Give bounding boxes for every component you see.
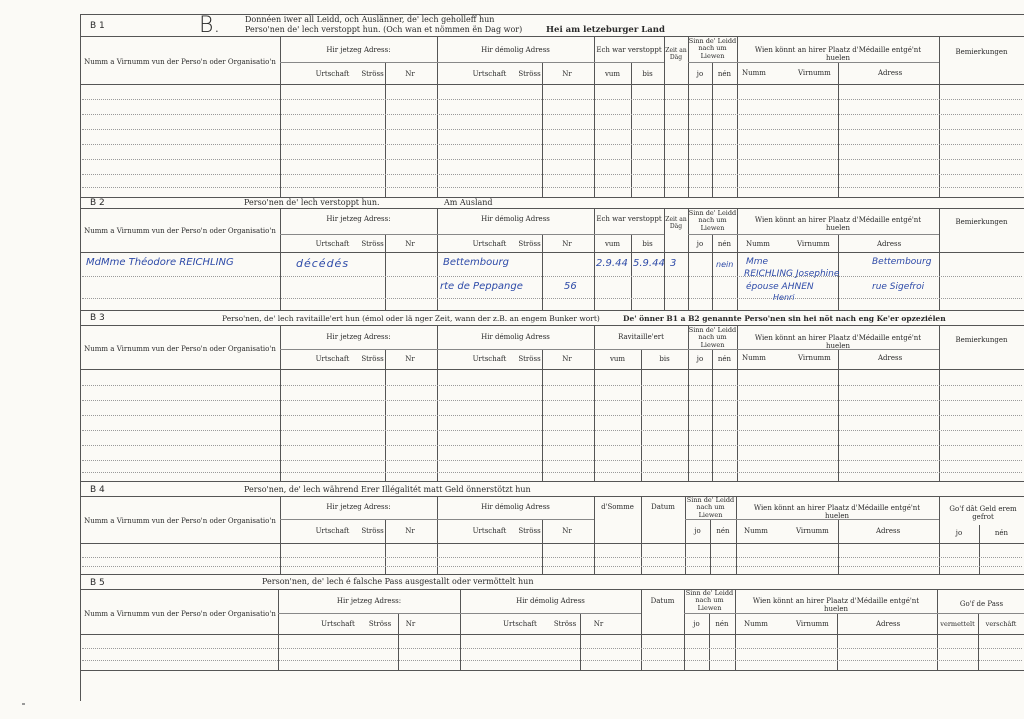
col-address-now: Hir jetzeg Adress:: [326, 46, 391, 54]
sub-addr: Adress: [878, 354, 903, 362]
section-subtitle: Perso'nen de' lech verstoppt hun. (Och wan et nömmen ën Dag wor): [245, 25, 523, 34]
col-alive: Sinn de' Leidd nach um Liewen: [685, 589, 734, 612]
sub-first: Virnumm: [797, 240, 830, 248]
sub-street: Ströss: [553, 620, 577, 628]
sub-nr: Nr: [562, 240, 572, 248]
sub-street: Ströss: [361, 240, 384, 248]
section-letter: B.: [199, 13, 221, 38]
entry-medal-spouse: épouse AHNEN: [746, 282, 814, 292]
sub-addr: Adress: [878, 69, 903, 77]
section-region: Am Ausland: [444, 198, 493, 207]
sub-name: Numm: [742, 69, 766, 77]
entry-name: MdMme Théodore REICHLING: [86, 257, 234, 268]
col-date: Datum: [650, 597, 675, 605]
col-supplied: Ravitaille'ert: [618, 333, 664, 341]
sub-yes: jo: [693, 620, 700, 628]
col-name: Numm a Virnumm vun der Perso'n oder Organisatio'n: [84, 610, 276, 618]
col-days: Zeit an Däg: [665, 216, 687, 230]
sub-name: Numm: [744, 620, 768, 628]
col-days: Zeit an Däg: [665, 47, 687, 61]
sub-town: Urtschaft: [472, 240, 507, 248]
sub-to: bis: [642, 70, 653, 78]
col-address-then: Hir démolig Adress: [481, 215, 550, 223]
sub-yes: jo: [696, 355, 704, 363]
sub-town: Urtschaft: [315, 70, 350, 78]
col-medal: Wien könnt an hirer Plaatz d'Médaille entgé'nt huelen: [754, 46, 922, 63]
col-address-then: Hir démolig Adress: [481, 46, 550, 54]
sub-town: Urtschaft: [503, 620, 537, 628]
section-id: B 4: [90, 485, 105, 495]
sub-addr: Adress: [876, 620, 901, 628]
sub-made: verschâft: [985, 620, 1017, 628]
sub-town: Urtschaft: [321, 620, 355, 628]
sub-nr: Nr: [593, 620, 604, 628]
entry-medal-firstname: Henri: [773, 293, 795, 302]
section-title: Person'nen, de' lech é falsche Pass ausgestallt oder vermöttelt hun: [262, 577, 534, 586]
sub-name: Numm: [744, 527, 768, 535]
entry-medal-name: REICHLING Josephine: [744, 269, 840, 279]
sub-to: bis: [642, 240, 653, 248]
sub-nr: Nr: [562, 527, 572, 535]
section-title: Perso'nen, de' lech ravitaille'ert hun (émol oder lä nger Zeit, wann der z.B. an engem Bunker wort): [222, 314, 600, 323]
section-id: B 5: [90, 578, 105, 588]
sub-town: Urtschaft: [315, 527, 350, 535]
col-name: Numm a Virnumm vun der Perso'n oder Organisatio'n: [84, 227, 276, 235]
sub-town: Urtschaft: [472, 355, 507, 363]
sub-nr: Nr: [562, 355, 572, 363]
sub-street: Ströss: [361, 70, 384, 78]
sub-yes: jo: [696, 70, 704, 78]
sub-no: nén: [994, 529, 1009, 537]
sub-nr: Nr: [405, 355, 415, 363]
section-title: Perso'nen, de' lech während Erer Illégalitét matt Geld önnerstötzt hun: [244, 485, 531, 494]
col-alive: Sinn de' Leidd nach um Liewen: [686, 496, 735, 519]
col-address-then: Hir démolig Adress: [481, 503, 550, 511]
sub-first: Virnumm: [796, 620, 829, 628]
scan-speck: [22, 703, 25, 705]
col-remarks: Bemierkungen: [955, 218, 1008, 226]
sub-street: Ströss: [518, 70, 541, 78]
sub-first: Virnumm: [796, 527, 829, 535]
sub-issued: vermettelt: [940, 620, 975, 628]
sub-street: Ströss: [518, 355, 541, 363]
col-address-then: Hir démolig Adress: [516, 597, 585, 605]
col-name: Numm a Virnumm vun der Perso'n oder Organisatio'n: [84, 517, 276, 525]
sub-nr: Nr: [405, 240, 415, 248]
section-note: De' önner B1 a B2 genannte Perso'nen sin hei nöt nach eng Ke'er opzeziélen: [623, 314, 946, 323]
col-address-then: Hir démolig Adress: [481, 333, 550, 341]
col-medal: Wien könnt an hirer Plaatz d'Médaille entgé'nt huelen: [754, 334, 922, 351]
sub-nr: Nr: [562, 70, 572, 78]
sub-no: nén: [717, 240, 732, 248]
entry-street: rte de Peppange: [440, 281, 523, 292]
col-name: Numm a Virnumm vun der Perso'n oder Organisatio'n: [84, 345, 276, 353]
sub-street: Ströss: [361, 355, 384, 363]
entry-to: 5.9.44: [633, 258, 665, 269]
sub-addr: Adress: [876, 527, 901, 535]
sub-town: Urtschaft: [315, 355, 350, 363]
sub-street: Ströss: [518, 240, 541, 248]
col-address-now: Hir jetzeg Adress:: [326, 503, 391, 511]
section-title: Perso'nen de' lech verstoppt hun.: [244, 198, 380, 207]
col-medal: Wien könnt an hirer Plaatz d'Médaille entgé'nt huelen: [752, 597, 920, 614]
sub-nr: Nr: [405, 70, 415, 78]
col-alive: Sinn de' Leidd nach um Liewen: [688, 37, 737, 60]
col-sum: d'Somme: [601, 503, 634, 511]
entry-address-now: décédés: [296, 257, 350, 270]
section-id: B 2: [90, 198, 105, 208]
section-title: Donnéen iwer all Leidd, och Auslänner, de' lech geholleff hun: [245, 15, 495, 24]
sub-yes: jo: [955, 529, 963, 537]
col-date: Datum: [651, 503, 675, 511]
col-alive: Sinn de' Leidd nach um Liewen: [688, 209, 737, 232]
sub-addr: Adress: [877, 240, 902, 248]
entry-medal-town: Bettembourg: [872, 257, 932, 267]
section-region: Hei am letzeburger Land: [546, 25, 665, 35]
sub-no: nén: [716, 527, 730, 535]
col-pass: Go'f de Pass: [959, 600, 1004, 608]
section-id: B 1: [90, 21, 105, 31]
col-address-now: Hir jetzeg Adress:: [336, 597, 402, 605]
sub-yes: jo: [694, 527, 701, 535]
sub-street: Ströss: [361, 527, 384, 535]
entry-town: Bettembourg: [443, 257, 510, 268]
section-id: B 3: [90, 313, 105, 323]
entry-alive-no: nein: [716, 260, 734, 269]
col-medal: Wien könnt an hirer Plaatz d'Médaille entgé'nt huelen: [753, 504, 921, 521]
sub-name: Numm: [746, 240, 770, 248]
col-money-back: Go'f dât Geld erem gefrot: [949, 505, 1017, 522]
col-address-now: Hir jetzeg Adress:: [326, 333, 391, 341]
col-medal: Wien könnt an hirer Plaatz d'Médaille entgé'nt huelen: [754, 216, 922, 233]
entry-nr: 56: [564, 281, 577, 292]
sub-nr: Nr: [405, 620, 416, 628]
sub-from: vum: [604, 240, 621, 248]
sub-first: Virnumm: [798, 69, 831, 77]
col-remarks: Bemierkungen: [955, 48, 1008, 56]
col-address-now: Hir jetzeg Adress:: [326, 215, 391, 223]
sub-first: Virnumm: [798, 354, 831, 362]
sub-no: nén: [717, 355, 732, 363]
sub-no: nén: [715, 620, 729, 628]
sub-town: Urtschaft: [472, 70, 507, 78]
col-hidden: Ech war verstoppt: [596, 215, 662, 223]
sub-to: bis: [659, 355, 670, 363]
sub-yes: jo: [696, 240, 704, 248]
col-name: Numm a Virnumm vun der Perso'n oder Organisatio'n: [84, 58, 276, 66]
entry-from: 2.9.44: [596, 258, 628, 269]
sub-no: nén: [717, 70, 732, 78]
sub-nr: Nr: [405, 527, 415, 535]
col-remarks: Bemierkungen: [955, 336, 1008, 344]
entry-days: 3: [670, 258, 677, 269]
sub-town: Urtschaft: [472, 527, 507, 535]
sub-street: Ströss: [518, 527, 541, 535]
sub-from: vum: [604, 70, 621, 78]
entry-medal-street: rue Sigefroi: [872, 282, 925, 292]
sub-from: vum: [609, 355, 626, 363]
sub-name: Numm: [742, 354, 766, 362]
col-hidden: Ech war verstoppt: [596, 46, 662, 54]
col-alive: Sinn de' Leidd nach um Liewen: [688, 326, 737, 349]
entry-medal-title: Mme: [746, 257, 769, 267]
sub-street: Ströss: [368, 620, 392, 628]
sub-town: Urtschaft: [315, 240, 350, 248]
